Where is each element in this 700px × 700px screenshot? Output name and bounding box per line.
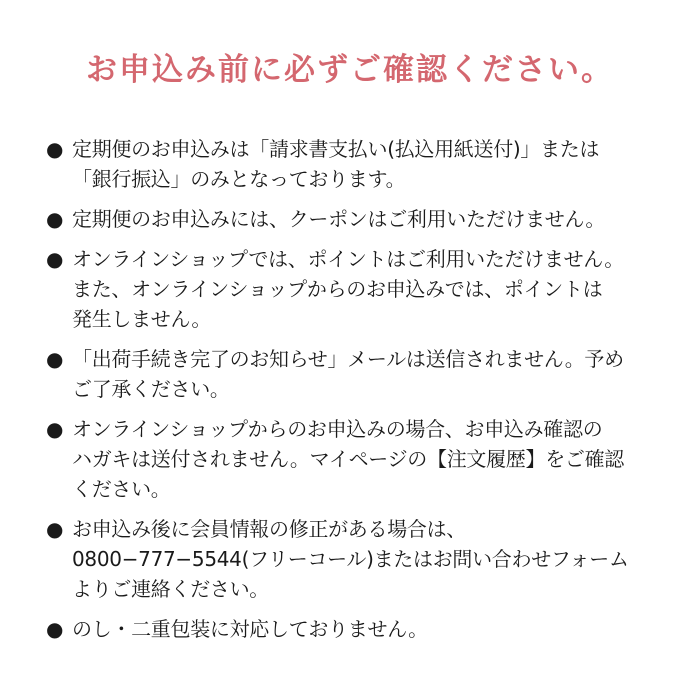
bullet-icon: ● — [46, 137, 64, 161]
bullet-icon: ● — [46, 517, 64, 541]
notice-line: 定期便のお申込みには、クーポンはご利用いただけません。 — [72, 207, 606, 231]
bullet-icon: ● — [46, 207, 64, 231]
notice-item — [46, 514, 662, 604]
notice-line: 定期便のお申込みは「請求書支払い(払込用紙送付)」または — [72, 137, 600, 161]
notice-line: 0800−777−5544(フリーコール)またはお問い合わせフォーム — [72, 547, 629, 571]
notice-item — [46, 614, 662, 644]
notice-list — [46, 134, 662, 654]
notice-line: お申込み後に会員情報の修正がある場合は、 — [72, 517, 466, 541]
bullet-icon: ● — [46, 617, 64, 641]
notice-item — [46, 204, 662, 234]
notice-line: 「出荷手続き完了のお知らせ」メールは送信されません。予め — [72, 347, 624, 371]
notice-line: ハガキは送付されません。マイページの【注文履歴】をご確認 — [72, 447, 624, 471]
notice-item — [46, 344, 662, 404]
notice-line: のし・二重包装に対応しておりません。 — [72, 617, 428, 641]
bullet-icon: ● — [46, 347, 64, 371]
notice-line: 「銀行振込」のみとなっております。 — [72, 167, 406, 191]
notice-line: 発生しません。 — [72, 307, 212, 331]
notice-item — [46, 414, 662, 504]
bullet-icon: ● — [46, 417, 64, 441]
notice-line: ご了承ください。 — [72, 377, 230, 401]
page-title: お申込み前に必ずご確認ください。 — [86, 52, 614, 88]
notice-line: また、オンラインショップからのお申込みでは、ポイントは — [72, 277, 603, 301]
bullet-icon: ● — [46, 247, 64, 271]
notice-line: オンラインショップでは、ポイントはご利用いただけません。 — [72, 247, 624, 271]
notice-line: ください。 — [72, 477, 171, 501]
notice-line: よりご連絡ください。 — [72, 577, 269, 601]
notice-line: オンラインショップからのお申込みの場合、お申込み確認の — [72, 417, 603, 441]
notice-item — [46, 134, 662, 194]
notice-item — [46, 244, 662, 334]
